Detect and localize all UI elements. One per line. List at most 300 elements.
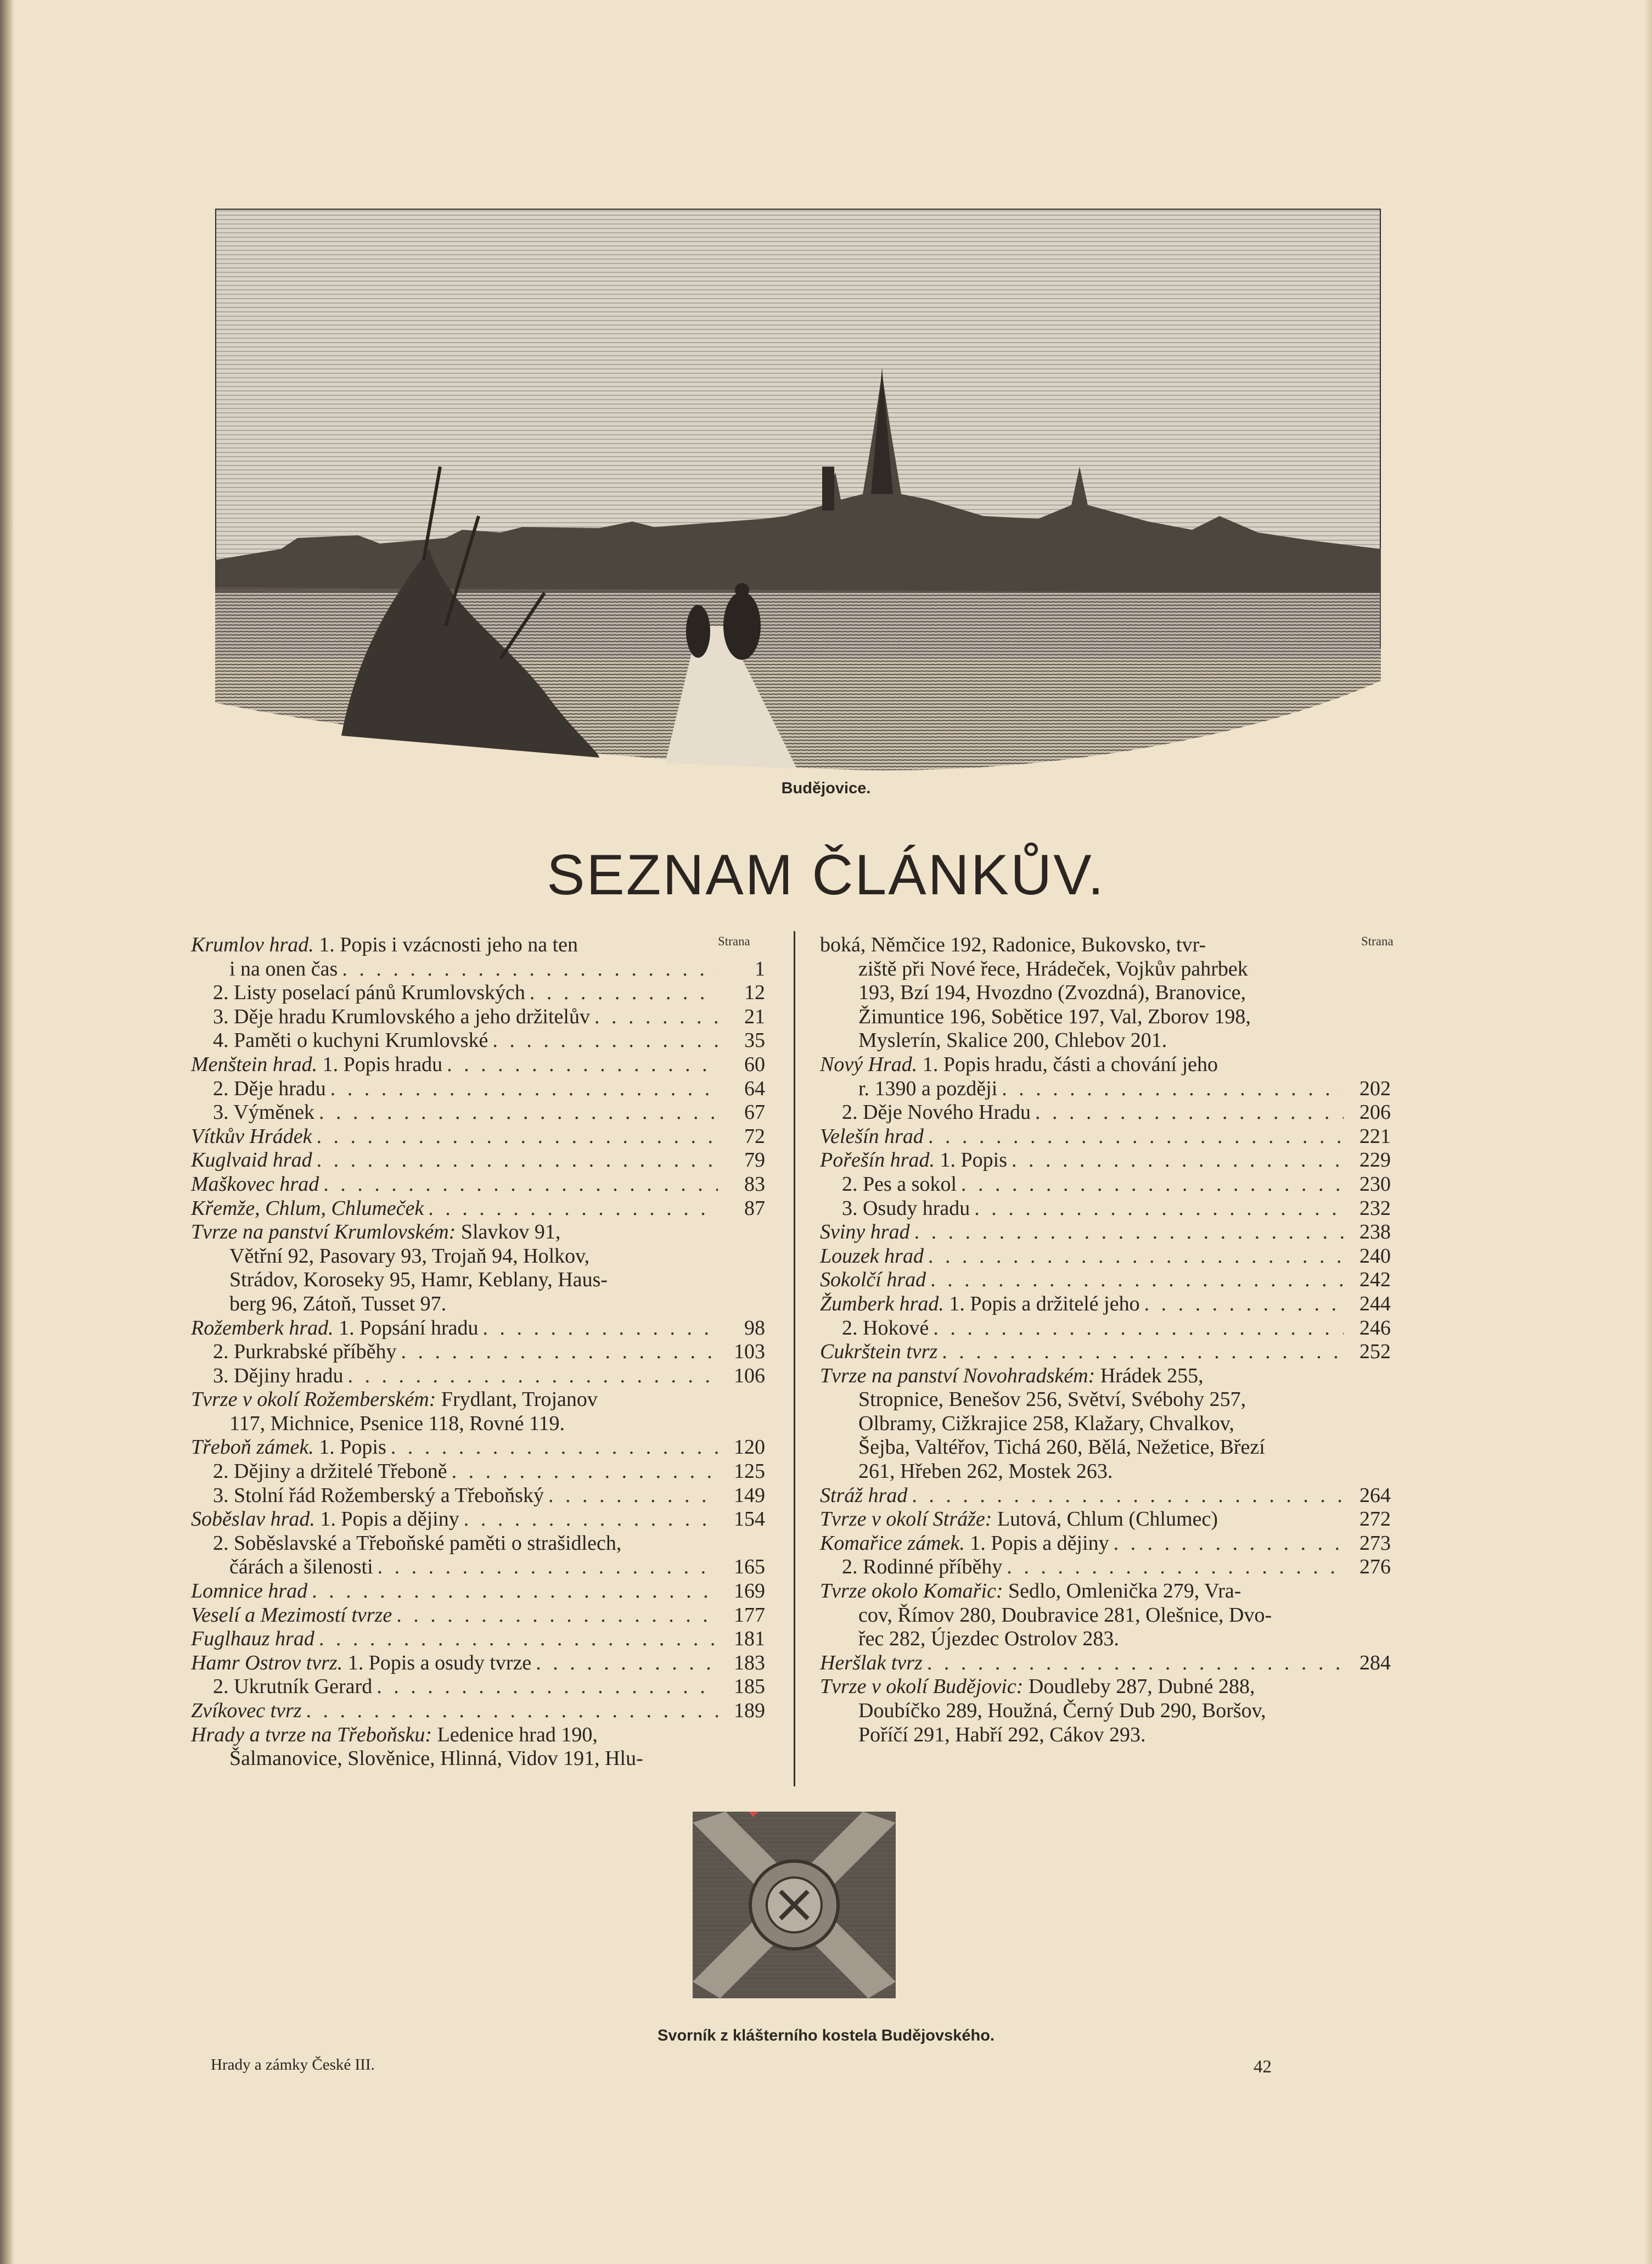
- toc-page-number: 232: [1359, 1196, 1391, 1220]
- toc-line: [820, 1699, 1391, 1723]
- dot-leader: [442, 1053, 718, 1077]
- toc-page-number: 120: [734, 1436, 765, 1459]
- toc-line: [191, 1173, 765, 1197]
- toc-entry-text: Slavkov 91,: [456, 1220, 561, 1244]
- toc-page-number: 244: [1359, 1292, 1391, 1315]
- toc-entry: [191, 1532, 765, 1579]
- toc-left-column: [191, 933, 765, 1771]
- toc-entry-title: Komařice zámek.: [820, 1531, 965, 1555]
- toc-line: [191, 933, 765, 957]
- toc-line-text: [213, 1029, 488, 1053]
- toc-page-number: 125: [734, 1460, 765, 1483]
- toc-line: [820, 1340, 1391, 1364]
- toc-line-text: [191, 1651, 531, 1675]
- toc-entry-text: Poříčí 291, Habří 292, Cákov 293.: [858, 1723, 1146, 1746]
- toc-line: [820, 1604, 1391, 1628]
- toc-entry: [820, 1340, 1391, 1364]
- toc-line: [820, 1627, 1391, 1651]
- toc-line: [820, 1220, 1391, 1245]
- toc-entry: [191, 1197, 765, 1221]
- toc-line-text: [858, 1388, 1246, 1412]
- toc-line-text: [229, 1555, 373, 1579]
- toc-entry-text: 1. Popis hradu: [317, 1052, 443, 1076]
- toc-entry-text: 1. Popis a držitelé jeho: [943, 1292, 1140, 1315]
- toc-page-number: 64: [744, 1077, 765, 1100]
- dot-leader: [488, 1029, 718, 1053]
- toc-entry-title: Sokolčí hrad: [820, 1268, 926, 1292]
- dot-leader: [924, 1245, 1344, 1269]
- page-column-heading-right: Strana: [1361, 934, 1393, 948]
- toc-page-number: 264: [1359, 1483, 1391, 1507]
- toc-line: [191, 1436, 765, 1460]
- toc-page-number: 21: [744, 1005, 765, 1028]
- toc-entry: [820, 1675, 1391, 1747]
- toc-entry: [191, 1699, 765, 1723]
- toc-entry-text: 2. Listy poselací pánů Krumlovských: [213, 981, 525, 1005]
- toc-entry: [191, 933, 765, 981]
- toc-line-text: [820, 1268, 926, 1292]
- toc-page-number: 83: [744, 1172, 765, 1196]
- toc-line: [820, 1316, 1391, 1341]
- toc-line: [820, 1532, 1391, 1556]
- toc-line-text: [191, 1173, 319, 1197]
- toc-entry: [820, 1316, 1391, 1341]
- toc-entry-text: boká, Němčice 192, Radonice, Bukovsko, tvr-: [820, 933, 1206, 956]
- toc-line: [820, 1101, 1391, 1125]
- toc-page-number: 106: [734, 1364, 765, 1387]
- toc-line: [820, 1268, 1391, 1292]
- toc-entry-title: Rožemberk hrad.: [191, 1316, 334, 1340]
- toc-page-number: 206: [1359, 1101, 1391, 1124]
- toc-entry-text: Strádov, Koroseky 95, Hamr, Keblany, Haus-: [229, 1268, 608, 1292]
- toc-entry: [191, 1340, 765, 1364]
- toc-line-text: [191, 933, 578, 957]
- toc-entry-text: 3. Výměnek: [213, 1101, 315, 1124]
- toc-line-text: [229, 1245, 589, 1269]
- toc-line-text: [842, 1101, 1031, 1125]
- dot-leader: [373, 1555, 718, 1579]
- toc-line-text: [858, 1627, 1119, 1651]
- toc-page-number: 284: [1359, 1651, 1391, 1674]
- dot-leader: [392, 1604, 718, 1628]
- toc-line: [820, 1125, 1391, 1149]
- dot-leader: [1109, 1532, 1344, 1556]
- toc-page-number: 12: [744, 981, 765, 1005]
- toc-line-text: [820, 1675, 1255, 1699]
- toc-line-text: [213, 1101, 314, 1125]
- toc-line: [191, 1627, 765, 1651]
- toc-line-text: [191, 1197, 424, 1221]
- toc-entry-text: 3. Osudy hradu: [842, 1196, 970, 1220]
- toc-entry-text: 2. Ukrutník Gerard: [213, 1675, 373, 1699]
- toc-page-number: 181: [734, 1627, 765, 1651]
- toc-line: [191, 1125, 765, 1149]
- dot-leader: [525, 981, 718, 1005]
- toc-entry-title: Pořešín hrad.: [820, 1148, 935, 1172]
- toc-entry-title: Tvrze na panství Novohradském:: [820, 1364, 1095, 1387]
- toc-line-text: [229, 1747, 643, 1771]
- toc-page-number: 246: [1359, 1316, 1391, 1340]
- toc-entry-title: Nový Hrad.: [820, 1052, 918, 1076]
- toc-entry-text: Ledenice hrad 190,: [432, 1723, 598, 1746]
- toc-line-text: [858, 1005, 1251, 1029]
- toc-entry-title: Veselí a Mezimostí tvrze: [191, 1603, 392, 1627]
- toc-entry-text: Větřní 92, Pasovary 93, Trojaň 94, Holkov,: [229, 1244, 590, 1268]
- page-edge: [1644, 0, 1652, 2264]
- toc-line: [191, 1101, 765, 1125]
- toc-line-text: [820, 1220, 910, 1245]
- toc-entry: [820, 1532, 1391, 1556]
- toc-line-text: [191, 1316, 479, 1341]
- toc-line: [191, 1604, 765, 1628]
- toc-line: [191, 1316, 765, 1341]
- toc-entry: [191, 1388, 765, 1436]
- toc-line-text: [229, 1292, 446, 1316]
- toc-line: [820, 1197, 1391, 1221]
- toc-line: [820, 1245, 1391, 1269]
- toc-entry-text: 2. Děje Nového Hradu: [842, 1101, 1031, 1124]
- toc-entry: [191, 1723, 765, 1771]
- toc-line-text: [820, 933, 1206, 957]
- toc-entry-text: 2. Soběslavské a Třeboňské paměti o strašidlech,: [213, 1531, 622, 1555]
- toc-entry: [820, 1508, 1391, 1532]
- toc-line-text: [820, 1148, 1007, 1173]
- toc-page-number: 183: [734, 1651, 765, 1674]
- toc-entry-text: Doudleby 287, Dubné 288,: [1023, 1675, 1255, 1699]
- toc-entry-title: Louzek hrad: [820, 1244, 924, 1268]
- toc-line: [191, 1388, 765, 1412]
- toc-entry-text: Frydlant, Trojanov: [436, 1388, 598, 1411]
- toc-entry-title: Tvrze v okolí Rožemberském:: [191, 1388, 436, 1411]
- toc-entry-text: cov, Římov 280, Doubravice 281, Olešnice, Dvo-: [858, 1603, 1272, 1627]
- illustration-caption: Budějovice.: [781, 780, 871, 797]
- toc-entry-text: r. 1390 a později: [858, 1077, 998, 1100]
- toc-line-text: [229, 1412, 565, 1436]
- toc-entry: [191, 1484, 765, 1508]
- toc-entry-text: 1. Popis a dějiny: [314, 1508, 459, 1531]
- toc-entry-text: Doubíčko 289, Houžná, Černý Dub 290, Boršov,: [858, 1699, 1266, 1722]
- toc-line: [820, 1388, 1391, 1412]
- toc-line: [191, 1220, 765, 1245]
- dot-leader: [326, 1077, 718, 1101]
- toc-entry: [820, 1148, 1391, 1173]
- toc-page-number: 103: [734, 1340, 765, 1364]
- toc-line: [191, 1747, 765, 1771]
- dot-leader: [957, 1173, 1344, 1197]
- toc-line-text: [858, 957, 1248, 982]
- toc-entry: [820, 1292, 1391, 1316]
- toc-line-text: [191, 1579, 307, 1604]
- toc-entry-title: Heršlak tvrz: [820, 1651, 923, 1674]
- dot-leader: [910, 1220, 1344, 1245]
- toc-line-text: [820, 1484, 907, 1508]
- toc-line-text: [191, 1699, 302, 1723]
- toc-entry: [191, 1077, 765, 1101]
- toc-line: [191, 1508, 765, 1532]
- toc-entry: [191, 1508, 765, 1532]
- toc-line: [191, 1675, 765, 1699]
- toc-entry: [191, 1005, 765, 1029]
- toc-entry-text: 2. Děje hradu: [213, 1077, 326, 1100]
- toc-line: [820, 1077, 1391, 1101]
- toc-entry: [820, 1579, 1391, 1651]
- toc-page-number: 87: [744, 1196, 765, 1220]
- toc-line-text: [191, 1125, 312, 1149]
- toc-line: [191, 1340, 765, 1364]
- toc-entry-text: ziště při Nové řece, Hrádeček, Vojkův pahrbek: [858, 957, 1248, 980]
- toc-page-number: 98: [744, 1316, 765, 1340]
- toc-entry-title: Křemže, Chlum, Chlumeček: [191, 1196, 424, 1220]
- toc-entry-title: Tvrze na panství Krumlovském:: [191, 1220, 456, 1244]
- toc-entry: [191, 1675, 765, 1699]
- toc-line-text: [858, 1436, 1265, 1460]
- toc-entry-title: Stráž hrad: [820, 1483, 908, 1507]
- toc-line-text: [213, 1005, 590, 1029]
- toc-entry-text: Olbramy, Cižkrajice 258, Klažary, Chvalkov,: [858, 1411, 1234, 1435]
- toc-entry: [820, 1220, 1391, 1245]
- toc-page-number: 238: [1359, 1220, 1391, 1244]
- page-title: SEZNAM ČLÁNKŮV.: [547, 843, 1105, 907]
- toc-entry: [820, 1101, 1391, 1125]
- toc-entry-title: Zvíkovec tvrz: [191, 1699, 302, 1722]
- toc-line-text: [820, 1508, 1218, 1532]
- toc-entry-text: Šalmanovice, Slověnice, Hlinná, Vidov 191, Hlu-: [229, 1747, 643, 1770]
- toc-line: [820, 981, 1391, 1005]
- toc-entry: [191, 981, 765, 1005]
- dot-leader: [1140, 1292, 1344, 1316]
- toc-entry-title: Sviny hrad: [820, 1220, 910, 1244]
- toc-entry-text: 2. Dějiny a držitelé Třeboně: [213, 1460, 447, 1483]
- dot-leader: [314, 1101, 718, 1125]
- toc-entry-text: 261, Hřeben 262, Mostek 263.: [858, 1460, 1113, 1483]
- toc-entry-title: Žumberk hrad.: [820, 1292, 944, 1315]
- dot-leader: [544, 1484, 718, 1508]
- toc-entry-title: Fuglhauz hrad: [191, 1627, 314, 1651]
- dot-leader: [1031, 1101, 1344, 1125]
- toc-entry-title: Tvrze v okolí Stráže:: [820, 1508, 992, 1531]
- toc-entry: [191, 1579, 765, 1604]
- toc-entry-text: 193, Bzí 194, Hvozdno (Zvozdná), Branovice,: [858, 981, 1246, 1005]
- toc-page-number: 165: [734, 1555, 765, 1579]
- toc-line: [820, 1148, 1391, 1173]
- toc-entry-text: berg 96, Zátoň, Tusset 97.: [229, 1292, 447, 1315]
- toc-page-number: 185: [734, 1675, 765, 1699]
- toc-entry: [820, 1125, 1391, 1149]
- dot-leader: [479, 1316, 718, 1341]
- toc-line: [191, 981, 765, 1005]
- toc-entry-title: Kuglvaid hrad: [191, 1148, 312, 1172]
- toc-page-number: 149: [734, 1483, 765, 1507]
- dot-leader: [343, 1364, 718, 1388]
- toc-page-number: 221: [1359, 1124, 1391, 1148]
- toc-entry-title: Vítkův Hrádek: [191, 1124, 312, 1148]
- toc-line: [820, 1292, 1391, 1316]
- dot-leader: [307, 1579, 718, 1604]
- toc-line-text: [820, 1053, 1218, 1077]
- toc-entry: [820, 1651, 1391, 1675]
- dot-leader: [386, 1436, 718, 1460]
- toc-entry-text: 1. Popis: [313, 1436, 386, 1459]
- toc-entry-text: 3. Dějiny hradu: [213, 1364, 344, 1387]
- toc-line: [820, 933, 1391, 957]
- toc-line-text: [213, 981, 525, 1005]
- toc-line: [820, 1364, 1391, 1388]
- toc-entry-text: 2. Purkrabské příběhy: [213, 1340, 397, 1364]
- toc-entry: [820, 1484, 1391, 1508]
- toc-line: [191, 1699, 765, 1723]
- toc-line: [820, 1675, 1391, 1699]
- toc-line: [191, 1555, 765, 1579]
- toc-line: [191, 1364, 765, 1388]
- toc-page-number: 67: [744, 1101, 765, 1124]
- dot-leader: [397, 1340, 718, 1364]
- toc-entry-title: Hrady a tvrze na Třeboňsku:: [191, 1723, 432, 1746]
- toc-line-text: [820, 1292, 1140, 1316]
- toc-entry-text: 2. Rodinné příběhy: [842, 1555, 1003, 1579]
- toc-right-column: [820, 933, 1391, 1747]
- toc-entry: [820, 933, 1391, 1053]
- toc-entry-title: Třeboň zámek.: [191, 1436, 314, 1459]
- toc-line-text: [191, 1388, 598, 1412]
- toc-line: [820, 1005, 1391, 1029]
- toc-entry-text: 1. Popis: [935, 1148, 1007, 1172]
- toc-line-text: [213, 1460, 447, 1484]
- toc-line: [820, 1053, 1391, 1077]
- toc-page-number: 1: [755, 957, 765, 980]
- toc-line-text: [191, 1627, 314, 1651]
- toc-entry-text: i na onen čas: [229, 957, 338, 980]
- toc-entry-text: 2. Hokové: [842, 1316, 929, 1340]
- toc-line-text: [191, 1220, 560, 1245]
- column-divider: [794, 931, 795, 1786]
- toc-line: [191, 1532, 765, 1556]
- toc-entry: [820, 1364, 1391, 1484]
- toc-line: [191, 1197, 765, 1221]
- toc-line: [191, 1268, 765, 1292]
- dot-leader: [312, 1125, 718, 1149]
- toc-line-text: [858, 1460, 1112, 1484]
- toc-line: [820, 1723, 1391, 1747]
- toc-line-text: [858, 1029, 1167, 1053]
- toc-entry-title: Velešín hrad: [820, 1124, 924, 1148]
- toc-line-text: [229, 1268, 608, 1292]
- toc-line-text: [858, 1412, 1234, 1436]
- toc-entry-text: 1. Popis i vzácnosti jeho na ten: [313, 933, 578, 956]
- toc-entry-text: řec 282, Újezdec Ostrolov 283.: [858, 1627, 1119, 1651]
- toc-line: [191, 1292, 765, 1316]
- toc-page-number: 79: [744, 1148, 765, 1172]
- toc-entry-text: 2. Pes a sokol: [842, 1172, 957, 1196]
- toc-line-text: [191, 1053, 442, 1077]
- toc-page-number: 72: [744, 1124, 765, 1148]
- toc-page-number: 229: [1359, 1148, 1391, 1172]
- toc-entry: [191, 1364, 765, 1388]
- toc-line: [820, 1651, 1391, 1675]
- toc-line-text: [858, 981, 1246, 1005]
- keystone-caption: Svorník z klášterního kostela Budějovského.: [657, 2027, 995, 2044]
- toc-line-text: [191, 1604, 392, 1628]
- toc-line: [191, 1412, 765, 1436]
- toc-line: [191, 1077, 765, 1101]
- toc-line-text: [858, 1604, 1272, 1628]
- keystone-illustration: [693, 1812, 896, 1998]
- toc-entry-title: Soběslav hrad.: [191, 1508, 315, 1531]
- toc-line-text: [191, 1436, 386, 1460]
- toc-entry: [191, 1436, 765, 1460]
- toc-line: [820, 957, 1391, 982]
- dot-leader: [302, 1699, 718, 1723]
- toc-entry-text: 1. Popsání hradu: [333, 1316, 479, 1340]
- toc-line: [820, 1412, 1391, 1436]
- toc-page-number: 202: [1359, 1077, 1391, 1100]
- toc-entry-title: Krumlov hrad.: [191, 933, 314, 956]
- dot-leader: [1007, 1148, 1344, 1173]
- toc-line: [191, 1651, 765, 1675]
- toc-line-text: [213, 1340, 397, 1364]
- toc-entry-text: 3. Děje hradu Krumlovského a jeho držitelův: [213, 1005, 590, 1028]
- toc-entry-title: Menštein hrad.: [191, 1052, 318, 1076]
- toc-entry-title: Lomnice hrad: [191, 1579, 308, 1603]
- toc-line-text: [842, 1197, 970, 1221]
- toc-entry-text: 1. Popis hradu, části a chování jeho: [917, 1052, 1218, 1076]
- toc-entry-text: 4. Paměti o kuchyni Krumlovské: [213, 1029, 488, 1052]
- toc-line: [820, 1173, 1391, 1197]
- book-spine-shadow: [0, 0, 14, 2264]
- dot-leader: [590, 1005, 718, 1029]
- toc-line: [191, 1029, 765, 1053]
- toc-line-text: [213, 1077, 326, 1101]
- toc-line: [191, 957, 765, 982]
- toc-line-text: [858, 1723, 1146, 1747]
- toc-entry-text: Myslетín, Skalice 200, Chlebov 201.: [858, 1029, 1167, 1052]
- toc-line: [820, 1579, 1391, 1604]
- toc-page-number: 272: [1359, 1508, 1391, 1531]
- dot-leader: [424, 1197, 718, 1221]
- toc-entry-title: Cukrštein tvrz: [820, 1340, 938, 1364]
- toc-entry: [191, 1316, 765, 1341]
- budejovice-engraving: [215, 209, 1381, 785]
- toc-entry-text: Žimuntice 196, Sobětice 197, Val, Zborov 198,: [858, 1005, 1251, 1028]
- toc-page-number: 60: [744, 1052, 765, 1076]
- toc-entry: [191, 1604, 765, 1628]
- toc-entry: [820, 1268, 1391, 1292]
- toc-entry-text: 1. Popis a dějiny: [964, 1531, 1109, 1555]
- page-column-heading-left: Strana: [718, 934, 750, 948]
- toc-entry-text: Hrádek 255,: [1095, 1364, 1204, 1387]
- toc-entry-text: 3. Stolní řád Rožemberský a Třeboňský: [213, 1483, 544, 1507]
- toc-line-text: [213, 1484, 544, 1508]
- toc-entry: [820, 1053, 1391, 1101]
- toc-line-text: [191, 1723, 598, 1747]
- toc-line-text: [820, 1532, 1109, 1556]
- page-number: 42: [1254, 2057, 1272, 2077]
- dot-leader: [447, 1460, 718, 1484]
- toc-page-number: 154: [734, 1508, 765, 1531]
- toc-line: [820, 1436, 1391, 1460]
- dot-leader: [1002, 1555, 1344, 1579]
- dot-leader: [929, 1316, 1344, 1341]
- toc-entry: [820, 1197, 1391, 1221]
- toc-entry: [191, 1125, 765, 1149]
- dot-leader: [319, 1173, 718, 1197]
- toc-entry-text: Sedlo, Omlenička 279, Vra-: [1003, 1579, 1241, 1603]
- toc-entry: [191, 1173, 765, 1197]
- toc-page-number: 35: [744, 1029, 765, 1052]
- toc-entry: [191, 1627, 765, 1651]
- toc-entry: [191, 1101, 765, 1125]
- toc-line-text: [213, 1675, 372, 1699]
- dot-leader: [923, 1651, 1344, 1675]
